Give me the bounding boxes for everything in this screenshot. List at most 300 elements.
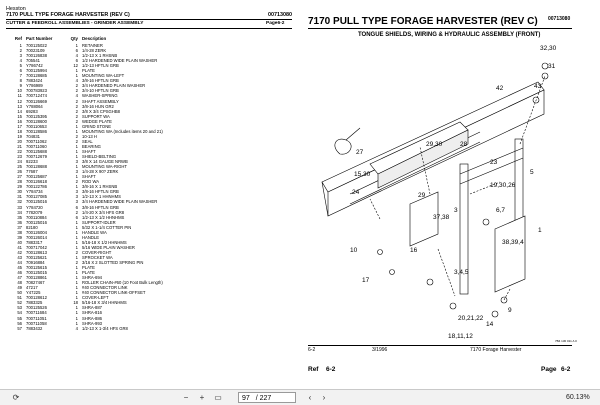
row-description: SHRA-886 [82, 315, 103, 321]
callout-label: 27 [356, 149, 364, 156]
row-part-number: Y786742 [26, 63, 43, 69]
row-qty: 1 [75, 143, 78, 149]
bolt-icon [450, 303, 456, 309]
row-qty: 2 [75, 179, 78, 185]
row-ref: 11 [17, 93, 22, 99]
page-total: / 227 [255, 395, 272, 402]
row-description: WASHER-SPRING [82, 93, 118, 99]
callout-label: 1 [538, 227, 542, 234]
row-part-number: 705541 [26, 58, 40, 64]
table-row [6, 326, 296, 331]
row-part-number: Y47225 [26, 290, 41, 296]
row-ref: 10 [17, 88, 22, 94]
row-qty: 1 [75, 305, 78, 311]
row-part-number: 700712474 [26, 93, 47, 99]
callout-label: 3 [454, 207, 458, 214]
row-ref: 34 [17, 209, 22, 215]
row-qty: 1 [75, 43, 78, 48]
row-ref: 9 [19, 83, 22, 89]
callout-label: 31 [548, 63, 556, 70]
row-ref: 20 [17, 138, 22, 144]
row-part-number: 700128600 [26, 118, 47, 124]
row-ref: 8 [19, 78, 22, 84]
row-part-number: 69283 [26, 108, 38, 114]
page-code: 00713080 [268, 12, 292, 18]
row-description: SHAFT ASSEMBLY [82, 98, 119, 104]
rotate-icon[interactable]: ⟳ [12, 393, 20, 402]
row-qty: 3 [75, 199, 78, 205]
row-description: MOUNTING WA-LEFT [82, 73, 125, 79]
row-ref: 29 [17, 184, 22, 190]
callout-label: 24 [352, 189, 360, 196]
row-ref: 41 [17, 244, 22, 250]
row-ref: 43 [17, 254, 22, 260]
row-qty: 1 [75, 128, 78, 134]
row-description: 3/8-16 HFTLN GRB [82, 189, 119, 195]
row-part-number: 77687 [26, 169, 38, 175]
zoom-in-icon[interactable]: + [199, 393, 205, 402]
row-qty: 1 [75, 254, 78, 260]
row-qty: 3 [75, 169, 78, 175]
row-qty: 2 [75, 133, 78, 139]
row-qty: 1 [75, 219, 78, 225]
row-ref: 50 [17, 290, 22, 296]
row-ref: 5 [19, 63, 22, 69]
brand-label: Hesston [6, 6, 26, 12]
row-ref: 23 [17, 154, 22, 160]
row-qty: 1 [75, 229, 78, 235]
row-description: SHAFT [82, 148, 96, 154]
row-ref: 25 [17, 164, 22, 170]
doc-subtitle: CUTTER & FEEDROLL ASSEMBLIES - GRINDER ASSEMBLY [6, 21, 144, 26]
row-ref: 47 [17, 275, 22, 281]
row-description: 3/4 HARDENED PLAIN WASHER [82, 83, 146, 89]
row-part-number: 700711060 [26, 143, 47, 149]
row-qty: 2 [75, 83, 78, 89]
row-ref: 28 [17, 179, 22, 185]
row-description: 1/4-28 ZERK [82, 48, 107, 54]
bolt-icon [378, 250, 383, 255]
row-ref: 57 [17, 325, 22, 331]
row-ref: 14 [17, 108, 22, 114]
col-part-number: Part Number [26, 36, 53, 41]
row-part-number: 47217 [26, 285, 38, 291]
row-description: SHIELD-BELTING [82, 154, 117, 160]
col-qty: Qty [70, 36, 78, 41]
row-description: ROD WA [82, 179, 100, 185]
mounting-plate-right [495, 216, 525, 292]
row-description: ROLLER CHAIN-#60 (10 Foot Bulk Length) [82, 280, 163, 286]
row-ref: 32 [17, 199, 22, 205]
bolt-icon [483, 219, 489, 225]
row-part-number: 700125016 [26, 219, 47, 225]
row-ref: 27 [17, 174, 22, 180]
row-part-number: 82180 [26, 224, 38, 230]
col-ref: Ref [14, 36, 22, 41]
row-ref: 7 [19, 73, 22, 79]
row-qty: 1 [75, 68, 78, 74]
figure-ref: 7B4 130 011 A 0 [555, 339, 577, 343]
viewer-toolbar [0, 389, 600, 405]
row-part-number: 700783923 [26, 88, 47, 94]
row-qty: 1 [75, 275, 78, 281]
bolt-icon [390, 270, 395, 275]
row-ref: 48 [17, 280, 22, 286]
row-qty: 3 [75, 189, 78, 195]
page-ref: Page6-2 [266, 21, 285, 26]
row-part-number: 700126669 [26, 98, 47, 104]
row-ref: 56 [17, 320, 22, 326]
row-part-number: 704831 [26, 133, 40, 139]
row-qty: 3 [75, 194, 78, 200]
row-qty: 1 [75, 265, 78, 271]
row-part-number: 700126004 [26, 229, 47, 235]
row-ref: 37 [17, 224, 22, 230]
row-description: 1/4-28 X 90? ZERK [82, 169, 119, 175]
exploded-parts-diagram [310, 44, 572, 342]
row-part-number: 700125022 [26, 43, 47, 48]
row-part-number: 7883325 [26, 300, 43, 306]
row-ref: 12 [17, 98, 22, 104]
row-description: 5/16 WIDE PLAIN WASHER [82, 244, 135, 250]
row-part-number: 700125015 [26, 270, 47, 276]
row-part-number: 700126014 [26, 234, 47, 240]
zoom-out-icon[interactable]: − [183, 393, 189, 402]
row-description: 1/4-20 X 3/4 HFS GR8 [82, 209, 125, 215]
row-ref: 4 [19, 58, 22, 64]
row-ref: 18 [17, 128, 22, 134]
callout-label: 23 [490, 159, 498, 166]
row-part-number: 7883317 [26, 239, 43, 245]
row-qty: 1 [75, 224, 78, 230]
row-qty: 1 [75, 290, 78, 296]
row-part-number: Y786989 [26, 83, 43, 89]
callout-label: 20,21,22 [458, 315, 484, 322]
title-rule [6, 19, 292, 20]
callout-label: 32,30 [540, 45, 557, 52]
row-qty: 2 [75, 103, 78, 109]
row-part-number: 700711058 [26, 320, 47, 326]
subtitle-rule [6, 28, 292, 29]
callout-label: 17 [362, 277, 370, 284]
row-qty: 4 [75, 93, 78, 99]
row-description: SHRA-887 [82, 305, 103, 311]
row-description: #40 CONNECTOR LINK-OFFSET [82, 290, 146, 296]
leader-line [504, 289, 510, 300]
row-description: 3/8-16 HUN GR2 [82, 103, 114, 109]
row-description: PLATE [82, 265, 95, 271]
row-description: SUPPORT WA [82, 113, 110, 119]
row-qty: 4 [75, 53, 78, 59]
right-page-title: 7170 PULL TYPE FORAGE HARVESTER (REV C) [308, 16, 538, 27]
row-qty: 6 [75, 58, 78, 64]
row-description: SEAL [82, 138, 93, 144]
row-qty: 1 [75, 244, 78, 250]
row-description: PLATE [82, 68, 95, 74]
callout-label: 15,30 [354, 171, 371, 178]
right-title-rule [308, 28, 572, 29]
row-qty: 1 [75, 280, 78, 286]
row-part-number: 700128586 [26, 128, 47, 134]
row-description: 1/2-13 HFTLN GRB [82, 63, 119, 69]
row-qty: 2 [75, 88, 78, 94]
row-qty: 2 [75, 260, 78, 266]
row-ref: 53 [17, 305, 22, 311]
row-description: HANDLE [82, 234, 99, 240]
callout-label: 37,38 [433, 214, 450, 221]
row-description: 3/8 X 3/4 CPSGHB8 [82, 108, 120, 114]
row-part-number: 700122786 [26, 184, 47, 190]
row-qty: 2 [75, 138, 78, 144]
row-description: 10-13 H [82, 133, 97, 139]
row-ref: 42 [17, 249, 22, 255]
row-ref: 15 [17, 113, 22, 119]
row-ref: 49 [17, 285, 22, 291]
row-ref: 30 [17, 189, 22, 195]
row-description: 5/16-18 X 1/2 HHNHMS [82, 239, 127, 245]
bolt-icon [542, 73, 548, 79]
row-qty: 2 [75, 209, 78, 215]
row-description: MOUNTING WA (Includes items 20 and 21) [82, 128, 163, 134]
row-description: 3/4-10 HFTLN GRB [82, 88, 119, 94]
row-part-number: 700717042 [26, 244, 47, 250]
parts-table [6, 43, 296, 331]
row-description: SPROCKET WA [82, 254, 113, 260]
row-part-number: Y784720 [26, 204, 43, 210]
row-ref: 31 [17, 194, 22, 200]
row-qty: 1 [75, 270, 78, 276]
row-ref: 33 [17, 204, 22, 210]
row-description: 3/4 HARDENED WIDE PLAIN WASHER [82, 199, 158, 205]
row-part-number: 700127085 [26, 194, 47, 200]
callout-label: 9 [508, 307, 512, 314]
row-part-number: 700711051 [26, 315, 47, 321]
footer-page-number: 6-2 [561, 366, 571, 373]
row-part-number: 70916884 [26, 260, 45, 266]
row-description: 3/16 X 2 SLOTTED SPRING PIN [82, 260, 144, 266]
footer-rule [308, 345, 572, 346]
row-part-number: 700126838 [26, 53, 47, 59]
row-ref: 36 [17, 219, 22, 225]
row-qty: 4 [75, 325, 78, 331]
callout-label: 29,30 [426, 141, 443, 148]
row-description: BEARING [82, 143, 101, 149]
row-qty: 18 [73, 300, 78, 306]
row-part-number: 700711684 [26, 310, 47, 316]
bolt-icon [501, 297, 507, 303]
section-title: TONGUE SHIELDS, WIRING & HYDRAULIC ASSEMBLY (FRONT) [358, 32, 541, 38]
row-qty: 6 [75, 204, 78, 210]
row-description: SHRA-694 [82, 275, 103, 281]
page-number-field[interactable] [238, 392, 296, 403]
row-qty: 1 [75, 148, 78, 154]
footer-date: 3/1996 [372, 347, 388, 353]
row-part-number: 700125994 [26, 68, 47, 74]
row-description: 1/2-13 X 1-3/4 HFS GR8 [82, 325, 128, 331]
row-part-number: 700125688 [26, 148, 47, 154]
row-description: HANDLE WA [82, 229, 107, 235]
right-page-code: 00713080 [548, 16, 571, 22]
row-description: SHRA-993 [82, 320, 103, 326]
row-ref: 54 [17, 310, 22, 316]
row-qty: 1 [75, 320, 78, 326]
row-qty: 1 [75, 73, 78, 79]
row-ref: 6 [19, 68, 22, 74]
hose-coil [335, 139, 351, 154]
hose-lead [346, 128, 360, 140]
row-ref: 13 [17, 103, 22, 109]
row-part-number: 70023109 [26, 48, 45, 54]
row-qty: 2 [75, 118, 78, 124]
callout-label: 14 [486, 321, 494, 328]
row-part-number: 92233 [26, 159, 38, 165]
row-part-number: Y784734 [26, 189, 43, 195]
row-qty: 6 [75, 214, 78, 220]
row-description: #40 CONNECTOR LINK [82, 285, 128, 291]
row-description: 1/2 HARDENED WIDE PLAIN WASHER [82, 58, 158, 64]
fit-page-icon[interactable]: ▭ [214, 393, 222, 402]
footer-page-num: 6-2 [308, 347, 316, 353]
callout-label: 38,39,4 [502, 239, 524, 246]
row-ref: 45 [17, 265, 22, 271]
row-ref: 40 [17, 239, 22, 245]
footer-ref-label: Ref [308, 366, 319, 373]
next-page-icon[interactable]: › [322, 393, 326, 402]
row-part-number: 7782079 [26, 209, 43, 215]
doc-title: 7170 PULL TYPE FORAGE HARVESTER (REV C) [6, 12, 130, 18]
row-part-number: 7883432 [26, 325, 43, 331]
row-ref: 35 [17, 214, 22, 220]
row-ref: 39 [17, 234, 22, 240]
row-part-number: 700128861 [26, 275, 47, 281]
row-ref: 46 [17, 270, 22, 276]
callout-label: 10 [350, 247, 358, 254]
row-description: 3/8-16 HFTLN GRB [82, 78, 119, 84]
callout-label: 19,30,26 [490, 182, 516, 189]
row-part-number: 700110653 [26, 123, 47, 129]
row-ref: 19 [17, 133, 22, 139]
row-description: COVER-LEFT [82, 295, 109, 301]
row-qty: 1 [75, 184, 78, 190]
bolt-icon [492, 311, 498, 317]
callout-label: 43 [534, 83, 542, 90]
row-description: SUPPORT-IDLER [82, 219, 116, 225]
row-ref: 55 [17, 315, 22, 321]
row-part-number: 700125615 [26, 265, 47, 271]
row-ref: 3 [19, 53, 22, 59]
row-ref: 44 [17, 260, 22, 266]
leader-line [370, 199, 380, 219]
row-ref: 2 [19, 48, 22, 54]
row-part-number: 700110884 [26, 214, 47, 220]
callout-label: 18,11,12 [448, 333, 473, 340]
row-ref: 38 [17, 229, 22, 235]
row-description: GRIND STONE [82, 123, 112, 129]
footer-ref-num: 6-2 [326, 366, 336, 373]
row-ref: 24 [17, 159, 22, 165]
row-part-number: 700712679 [26, 154, 47, 160]
row-qty: 1 [75, 164, 78, 170]
row-qty: 2 [75, 113, 78, 119]
row-qty: 1 [75, 174, 78, 180]
row-qty: 1 [75, 310, 78, 316]
row-qty: 1 [75, 239, 78, 245]
row-ref: 51 [17, 295, 22, 301]
row-part-number: 700711062 [26, 138, 47, 144]
zoom-level[interactable]: 60.13% [566, 394, 590, 401]
row-qty: 1 [75, 154, 78, 160]
row-description: 3/8-16 HFTLN GRB [82, 204, 119, 210]
row-ref: 1 [19, 43, 22, 48]
row-description: WEDGE PLATE [82, 118, 112, 124]
row-qty: 1 [75, 295, 78, 301]
row-description: 1/2-13 X 1/2 HHNHMS [82, 214, 125, 220]
row-description: SHAFT [82, 174, 96, 180]
row-part-number: 700128613 [26, 249, 47, 255]
row-qty: 1 [75, 315, 78, 321]
callout-label: 5 [530, 169, 534, 176]
row-part-number: 700125621 [26, 254, 47, 260]
callout-label: 6,7 [496, 207, 506, 214]
row-part-number: 700128685 [26, 73, 47, 79]
row-ref: 22 [17, 148, 22, 154]
row-description: COVER-RIGHT [82, 249, 112, 255]
row-description: 5/16-18 X 3/4 HHNHMS [82, 300, 127, 306]
row-qty: 3 [75, 159, 78, 165]
row-description: 5/32 X 1-1/4 COTTER PIN [82, 224, 132, 230]
row-part-number: 700125687 [26, 174, 47, 180]
row-part-number: 700128612 [26, 295, 47, 301]
row-part-number: 700125526 [26, 305, 47, 311]
row-part-number: 700125016 [26, 199, 47, 205]
row-qty: 1 [75, 234, 78, 240]
row-ref: 17 [17, 123, 22, 129]
row-qty: 1 [75, 123, 78, 129]
row-description: 1/2-13 X 1 HHNHMS [82, 194, 121, 200]
row-part-number: Y788064 [26, 103, 43, 109]
leader-line [438, 249, 455, 296]
row-qty: 12 [73, 63, 78, 69]
row-description: SHRA-816 [82, 310, 103, 316]
callout-label: 42 [496, 85, 504, 92]
callout-label: 3,4,5 [454, 269, 469, 276]
row-part-number: 700128688 [26, 164, 47, 170]
footer-page-label: Page [541, 366, 557, 373]
row-qty: 4 [75, 78, 78, 84]
prev-page-icon[interactable]: ‹ [308, 393, 312, 402]
row-qty: 2 [75, 98, 78, 104]
row-qty: 6 [75, 48, 78, 54]
row-description: PLATE [82, 270, 95, 276]
callout-label: 16 [410, 247, 418, 254]
row-part-number: 70827467 [26, 280, 45, 286]
row-part-number: 7883424 [26, 78, 43, 84]
col-description: Description [82, 36, 107, 41]
row-ref: 16 [17, 118, 22, 124]
row-part-number: 700125395 [26, 113, 47, 119]
row-description: 3/8 X 14 GAUGE NRWB [82, 159, 128, 165]
row-ref: 21 [17, 143, 22, 149]
row-ref: 52 [17, 300, 22, 306]
row-qty: 1 [75, 285, 78, 291]
current-page-input[interactable]: 97 [242, 395, 250, 402]
row-description: 1/2-13 X 1 RHSNB [82, 53, 118, 59]
callout-label: 28 [460, 141, 468, 148]
row-description: RETAINER [82, 43, 103, 48]
bolt-icon [427, 279, 433, 285]
callout-label: 29 [418, 192, 426, 199]
row-description: 3/8-16 X 1 RHSNB [82, 184, 118, 190]
